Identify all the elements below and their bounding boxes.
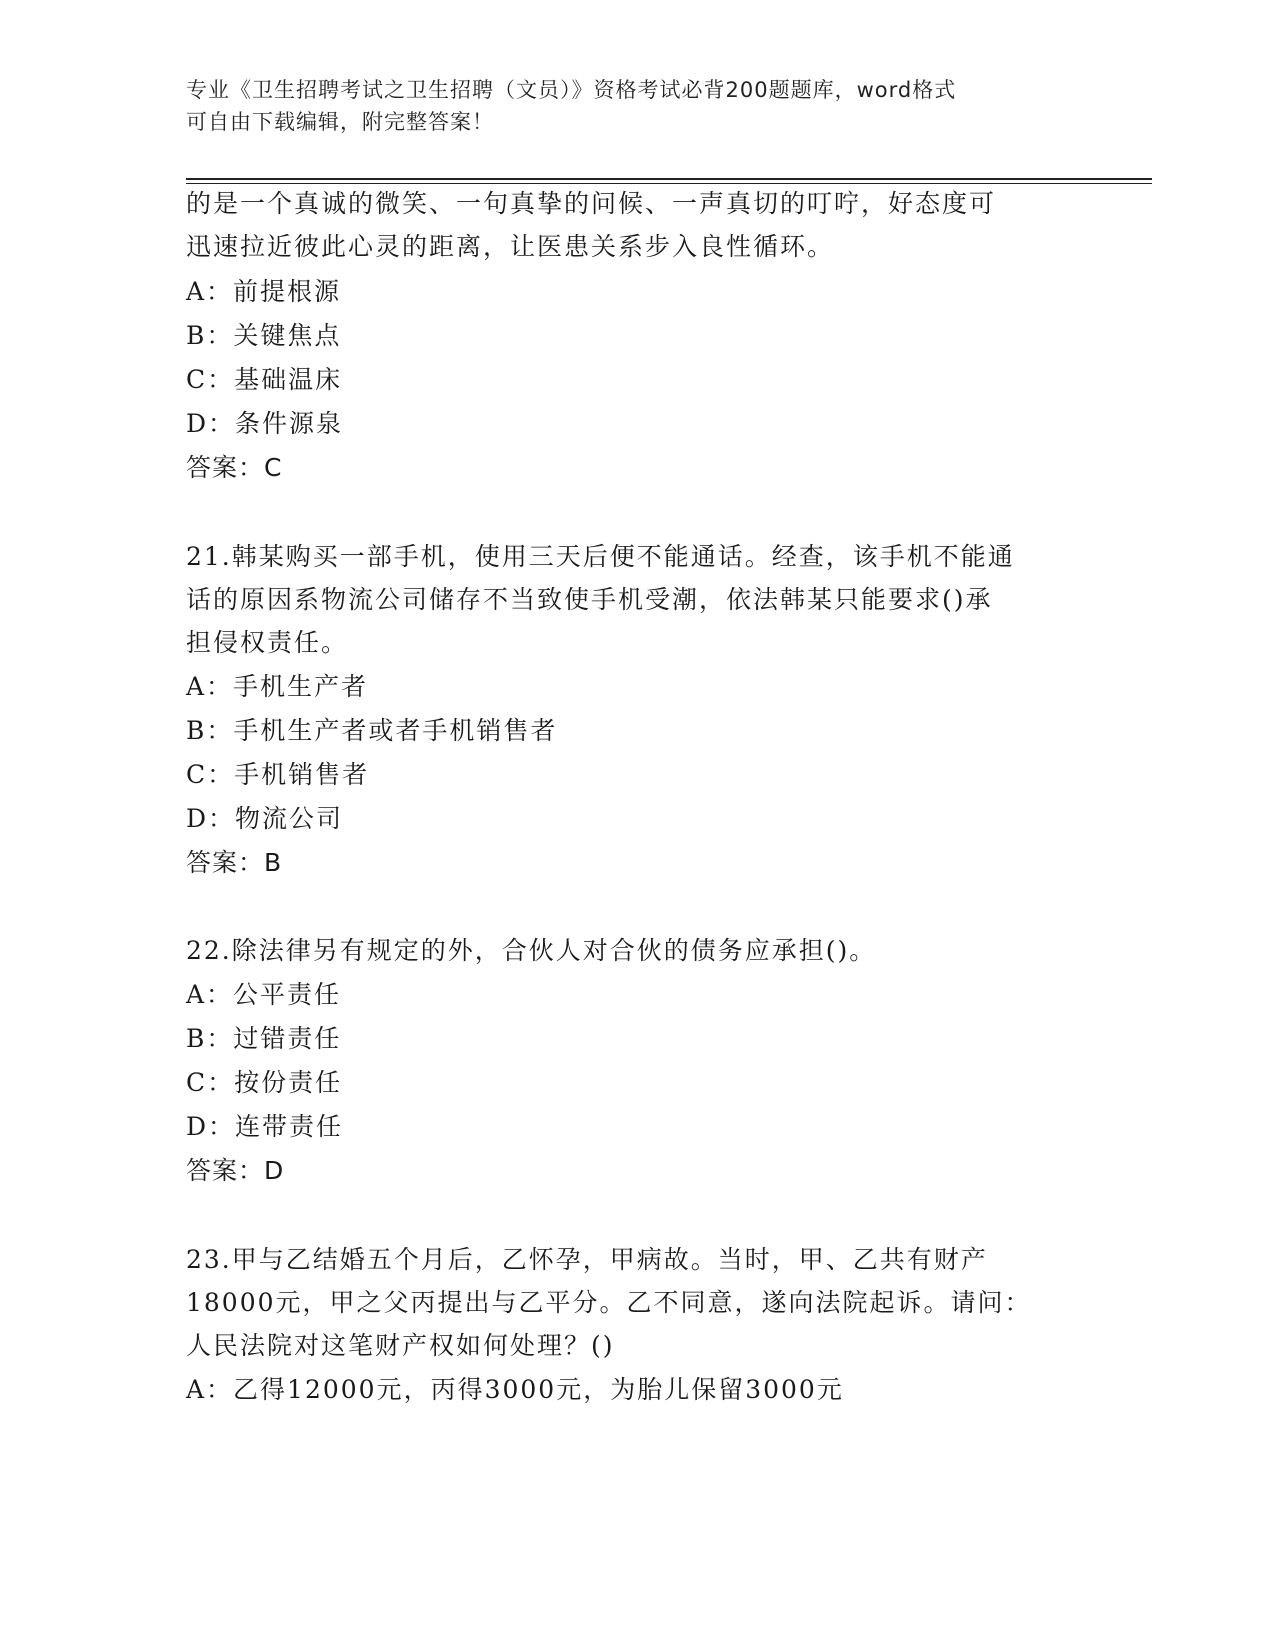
document-header <box>186 74 1086 138</box>
option-a: A：手机生产者 <box>186 672 369 701</box>
option-b: B：手机生产者或者手机销售者 <box>186 716 558 745</box>
option-c: C：手机销售者 <box>186 760 370 789</box>
question-text-line: 21.韩某购买一部手机，使用三天后便不能通话。经查，该手机不能通 <box>186 542 1015 571</box>
option-d: D：连带责任 <box>186 1112 344 1141</box>
option-c: C：基础温床 <box>186 365 343 394</box>
answer-line: 答案：C <box>186 453 283 482</box>
option-b: B：过错责任 <box>186 1024 342 1053</box>
question-text-line: 人民法院对这笔财产权如何处理？() <box>186 1331 615 1360</box>
question-text-line: 23.甲与乙结婚五个月后，乙怀孕，甲病故。当时，甲、乙共有财产 <box>186 1245 988 1274</box>
option-d: D：物流公司 <box>186 804 344 833</box>
option-a: A：公平责任 <box>186 980 342 1009</box>
question-text-line: 22.除法律另有规定的外，合伙人对合伙的债务应承担()。 <box>186 936 877 965</box>
question-text-line: 迅速拉近彼此心灵的距离，让医患关系步入良性循环。 <box>186 232 835 261</box>
option-c: C：按份责任 <box>186 1068 343 1097</box>
header-title-line-2: 可自由下载编辑，附完整答案！ <box>186 110 494 134</box>
header-title-line-1: 专业《卫生招聘考试之卫生招聘（文员）》资格考试必背200题题库，word格式 <box>186 78 957 102</box>
question-text-line: 18000元，甲之父丙提出与乙平分。乙不同意，遂向法院起诉。请问： <box>186 1288 1032 1317</box>
option-b: B：关键焦点 <box>186 321 342 350</box>
answer-line: 答案：D <box>186 1156 285 1185</box>
question-text-line: 话的原因系物流公司储存不当致使手机受潮，依法韩某只能要求()承 <box>186 585 993 614</box>
option-a: A：乙得12000元，丙得3000元，为胎儿保留3000元 <box>186 1375 844 1404</box>
header-divider-thick <box>186 178 1152 180</box>
question-text-line: 的是一个真诚的微笑、一句真挚的问候、一声真切的叮咛，好态度可 <box>186 189 997 218</box>
option-d: D：条件源泉 <box>186 409 344 438</box>
answer-line: 答案：B <box>186 848 283 877</box>
option-a: A：前提根源 <box>186 277 342 306</box>
question-text-line: 担侵权责任。 <box>186 628 349 657</box>
